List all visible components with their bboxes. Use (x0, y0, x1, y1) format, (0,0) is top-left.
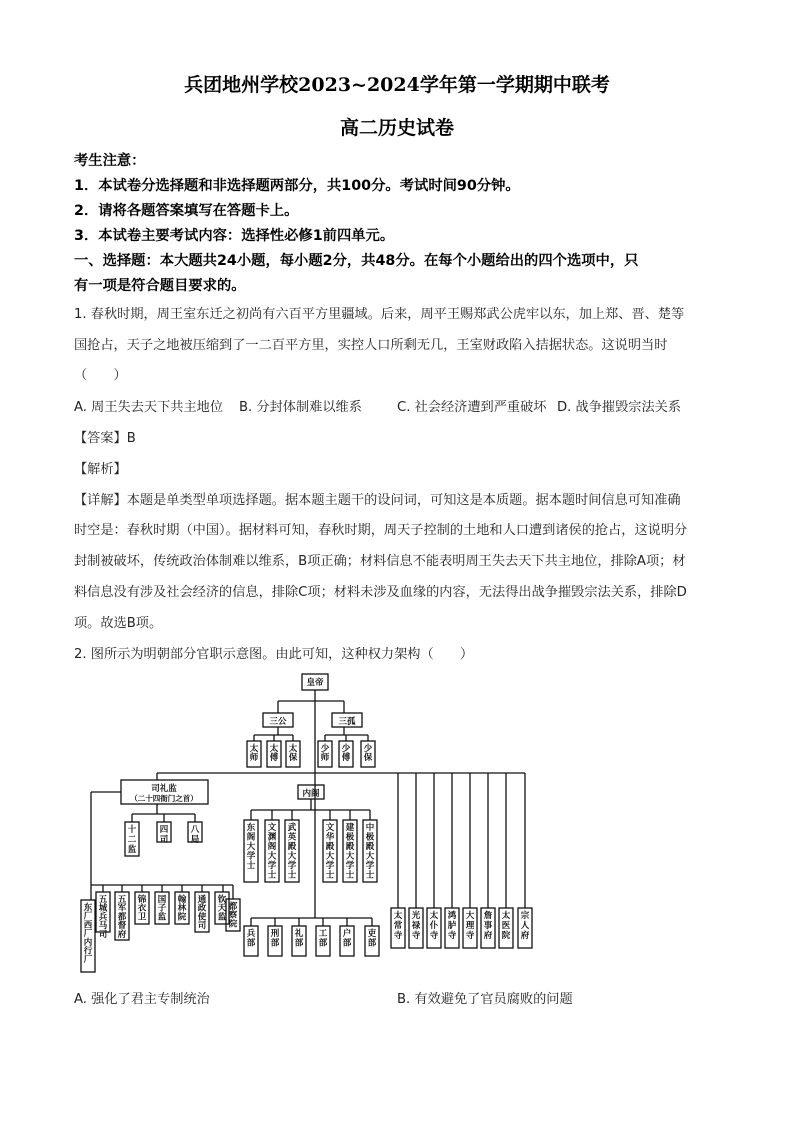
notice-item: 3．本试卷主要考试内容：选择性必修1前四单元。 (74, 228, 395, 244)
ministry-label: 工部 (318, 929, 328, 949)
right-office-label: 大理寺 (465, 911, 475, 941)
sangu-label: 三孤 (338, 717, 356, 727)
sangong-member-label: 太师 (249, 744, 259, 763)
q2-stem: 2. 图所示为明朝部分官职示意图。由此可知，这种权力架构（ ） (74, 647, 474, 662)
ministry-label: 刑部 (270, 929, 280, 949)
q1-stem-line: （ ） (74, 368, 127, 383)
ministry-label: 兵部 (246, 929, 256, 949)
bottom-left-office-label: 都察院 (228, 902, 238, 930)
exam-subtitle: 高二历史试卷 (339, 117, 454, 139)
sangu-member-label: 少师 (320, 744, 330, 763)
bottom-left-office-label: 五军都督府 (117, 895, 127, 940)
ministry-label: 礼部 (294, 929, 304, 949)
ministry-label: 户部 (342, 929, 352, 949)
exam-title: 兵团地州学校2023~2024学年第一学期期中联考 (184, 74, 610, 96)
right-office-label: 太仆寺 (429, 911, 439, 941)
right-office-label: 太常寺 (393, 911, 403, 941)
ministry-label: 吏部 (367, 929, 377, 949)
q1-analysis-label: 【解析】 (74, 462, 127, 477)
sangong-label: 三公 (269, 717, 287, 727)
silijian-label: 司礼监 (151, 784, 177, 794)
right-office-label: 光禄寺 (411, 911, 421, 941)
right-office-label: 宗人府 (520, 911, 530, 941)
neige-member-label: 武英殿大学士 (287, 823, 297, 881)
q1-option-c: C. 社会经济遭到严重破坏 (397, 400, 547, 415)
sangong-member-label: 太保 (288, 744, 298, 763)
sangu-member-label: 少保 (363, 744, 373, 763)
ming-officials-diagram (70, 668, 550, 978)
bottom-left-office-label: 国子监 (157, 895, 167, 923)
bottom-left-office-label: 通政使司 (197, 895, 207, 932)
notice-item: 1．本试卷分选择题和非选择题两部分，共100分。考试时间90分钟。 (74, 178, 520, 194)
q1-detail-line: 封制被破坏，传统政治体制难以维系，B项正确；材料信息不能表明周王失去天下共主地位，排除A项；材 (74, 554, 686, 569)
q1-option-b: B. 分封体制难以维系 (239, 400, 362, 415)
section-instructions: 一、选择题：本大题共24小题，每小题2分，共48分。在每个小题给出的四个选项中，只 (74, 253, 639, 269)
q1-stem-line: 1. 春秋时期，周王室东迁之初尚有六百平方里疆域。后来，周平王赐郑武公虎牢以东，加上郑、晋、楚等 (74, 307, 685, 322)
q1-stem-line: 国抢占，天子之地被压缩到了一二百平方里，实控人口所剩无几，王室财政陷入拮据状态。这说明当时 (74, 338, 668, 353)
neige-member-label: 文渊阁大学士 (267, 823, 277, 881)
right-office-label: 太医院 (501, 911, 511, 941)
right-office-label: 詹事府 (483, 911, 493, 941)
sangong-member-label: 太傅 (269, 744, 279, 763)
neige-member-label: 文华殿大学士 (325, 823, 335, 881)
q1-detail-line: 【详解】本题是单类型单项选择题。据本题主题干的设问词，可知这是本质题。据本题时间信息可知准确 (74, 493, 681, 508)
right-office-label: 鸿胪寺 (447, 911, 457, 941)
bottom-left-office-label: 东厂西厂内行厂 (83, 903, 93, 966)
q1-option-a: A. 周王失去天下共主地位 (74, 400, 224, 415)
notice-item: 2．请将各题答案填写在答题卡上。 (74, 203, 299, 219)
q1-answer: 【答案】B (74, 431, 136, 446)
q1-detail-line: 项。故选B项。 (74, 616, 163, 631)
bottom-left-office-label: 钦天监 (217, 895, 227, 923)
silijian-child-label: 四司 (159, 825, 169, 845)
neige-label: 内阁 (302, 789, 320, 799)
silijian-note: （二十四衙门之首） (130, 794, 198, 803)
silijian-child-label: 十二监 (127, 825, 137, 855)
sangu-member-label: 少傅 (341, 744, 351, 763)
q1-detail-line: 时空是：春秋时期（中国）。据材料可知，春秋时期，周天子控制的土地和人口遭到诸侯的抢占，这说明分 (74, 523, 688, 538)
neige-member-label: 东阁大学士 (246, 823, 256, 871)
section-instructions-cont: 有一项是符合题目要求的。 (74, 278, 246, 294)
bottom-left-office-label: 五城兵马司 (98, 895, 108, 940)
neige-member-label: 建极殿大学士 (345, 823, 355, 881)
neige-member-label: 中极殿大学士 (365, 823, 375, 881)
q2-option-b: B. 有效避免了官员腐败的问题 (397, 992, 573, 1007)
emperor-label: 皇帝 (306, 678, 324, 688)
notice-heading: 考生注意： (74, 153, 146, 169)
q2-option-a: A. 强化了君主专制统治 (74, 992, 210, 1007)
q1-option-d: D. 战争摧毁宗法关系 (557, 400, 682, 415)
silijian-child-label: 八局 (190, 825, 200, 845)
bottom-left-office-label: 锦衣卫 (137, 895, 147, 923)
q1-detail-line: 料信息没有涉及社会经济的信息，排除C项；材料未涉及血缘的内容，无法得出战争摧毁宗法关系，排除D (74, 585, 687, 600)
bottom-left-office-label: 翰林院 (177, 895, 187, 923)
